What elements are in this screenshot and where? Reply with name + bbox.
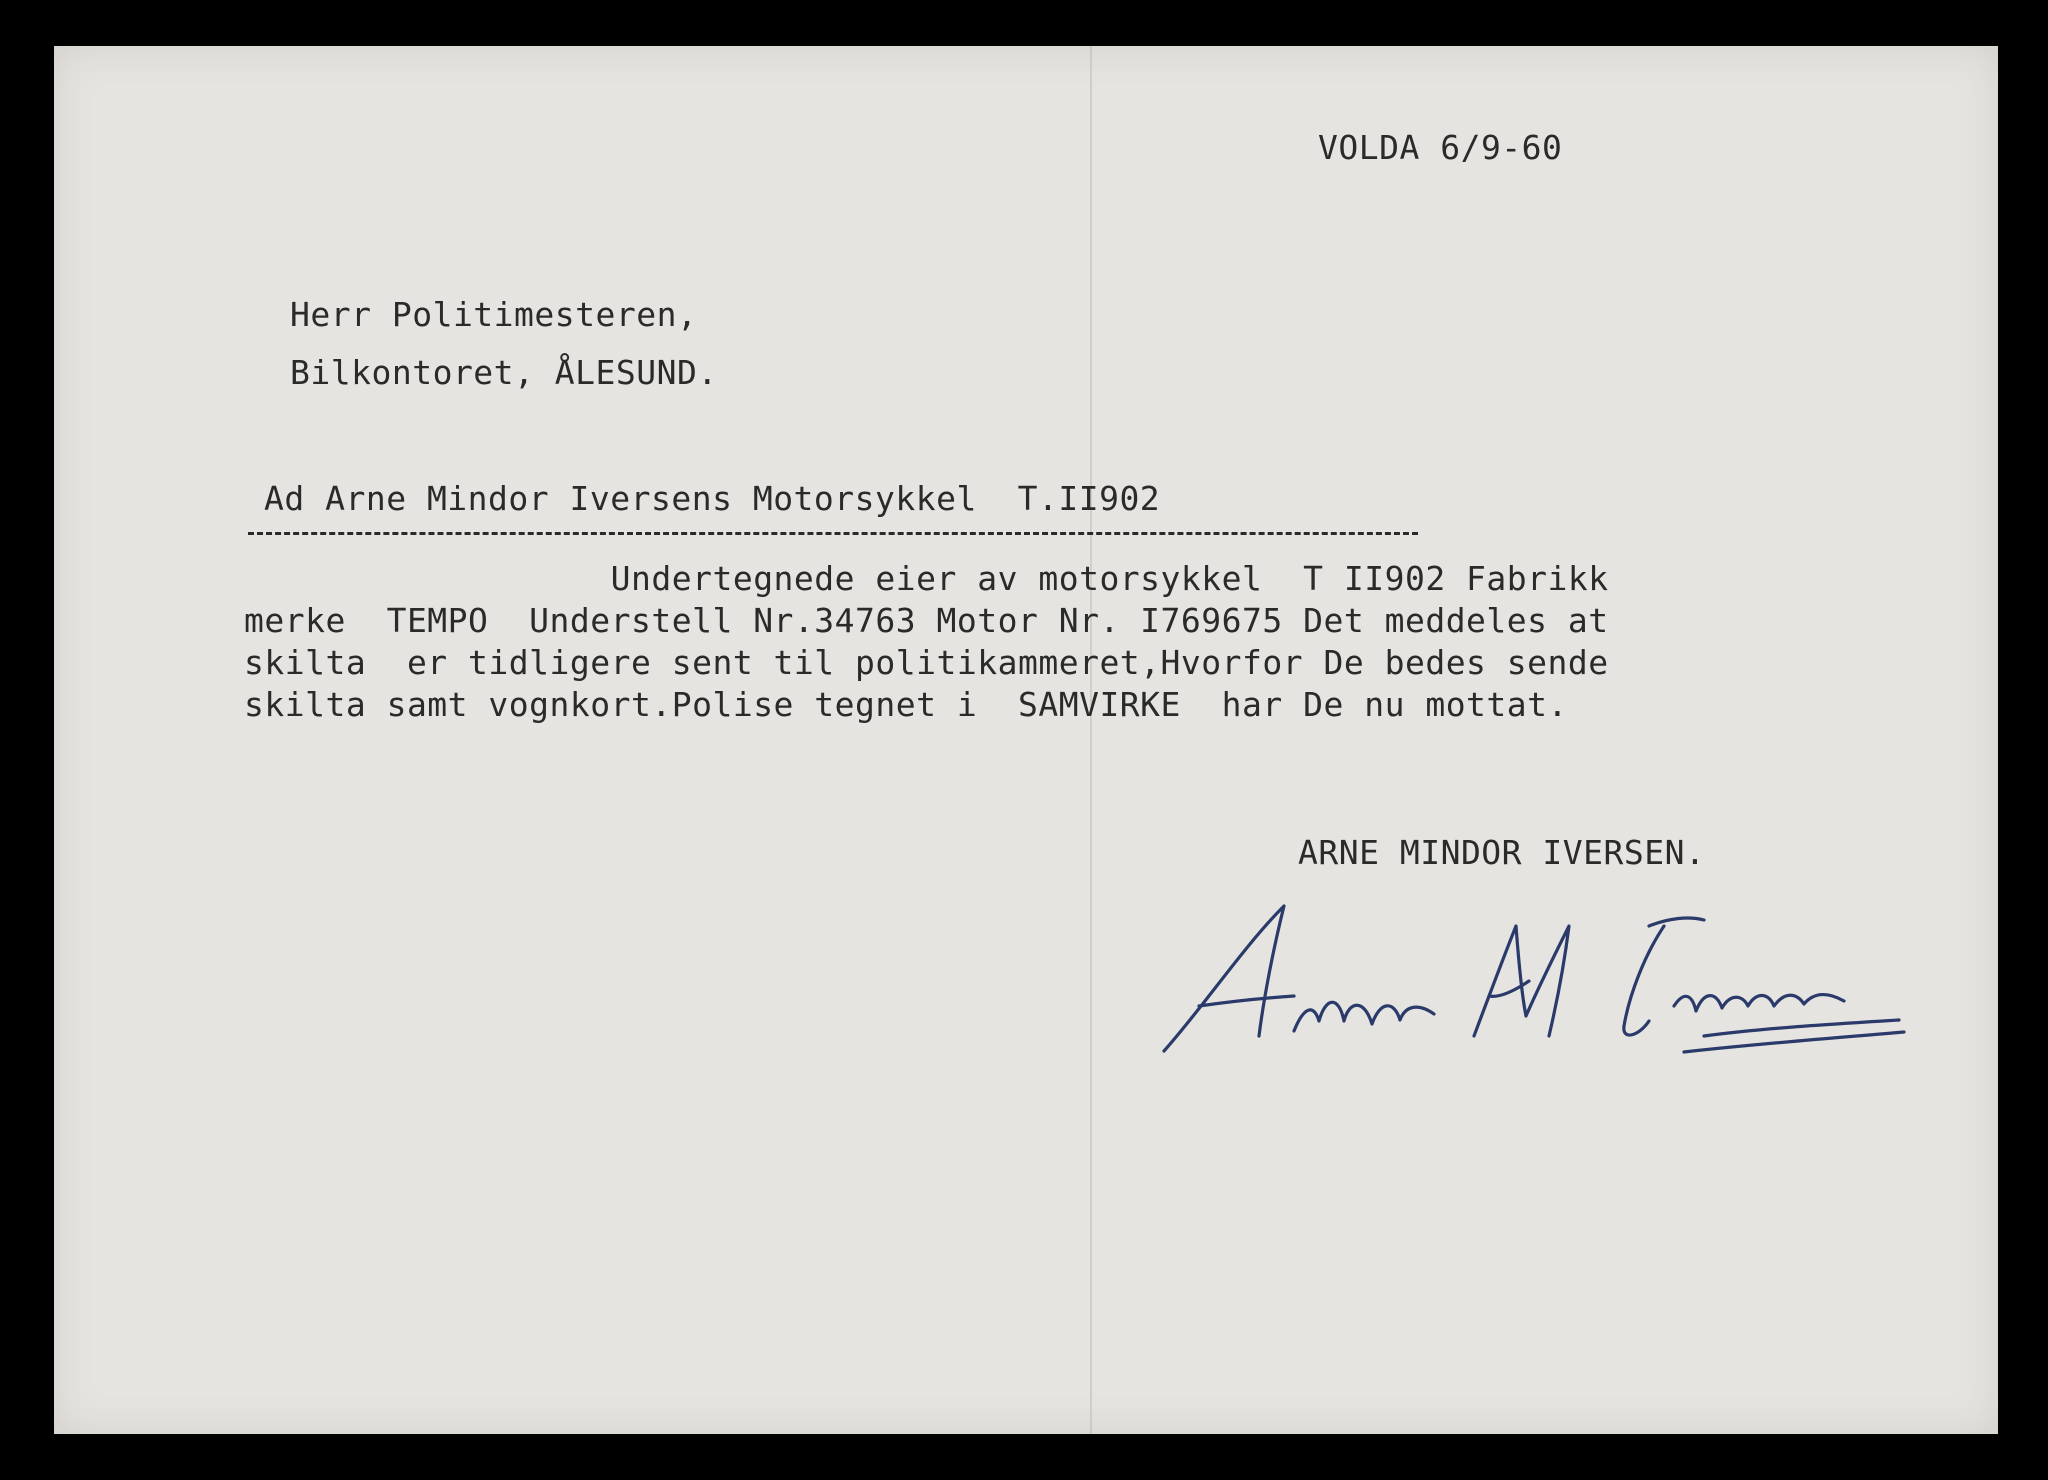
body-line: merke TEMPO Understell Nr.34763 Motor Nr. I769675 Det meddeles at [244, 601, 1609, 640]
paper-fold [1090, 46, 1092, 1434]
subject-underline [248, 532, 1418, 535]
handwritten-signature [1144, 886, 1944, 1066]
body-line: Undertegnede eier av motorsykkel T II902 Fabrikk [244, 559, 1609, 598]
letter-page [54, 46, 1998, 1434]
signer-name: ARNE MINDOR IVERSEN. [1298, 833, 1706, 872]
body-line: skilta er tidligere sent til politikammeret,Hvorfor De bedes sende [244, 643, 1609, 682]
recipient-line-1: Herr Politimesteren, [290, 295, 698, 334]
letter-date: VOLDA 6/9-60 [1318, 128, 1563, 167]
recipient-line-2: Bilkontoret, ÅLESUND. [290, 353, 718, 392]
letter-subject: Ad Arne Mindor Iversens Motorsykkel T.II902 [264, 479, 1161, 518]
body-line: skilta samt vognkort.Polise tegnet i SAMVIRKE har De nu mottat. [244, 685, 1568, 724]
